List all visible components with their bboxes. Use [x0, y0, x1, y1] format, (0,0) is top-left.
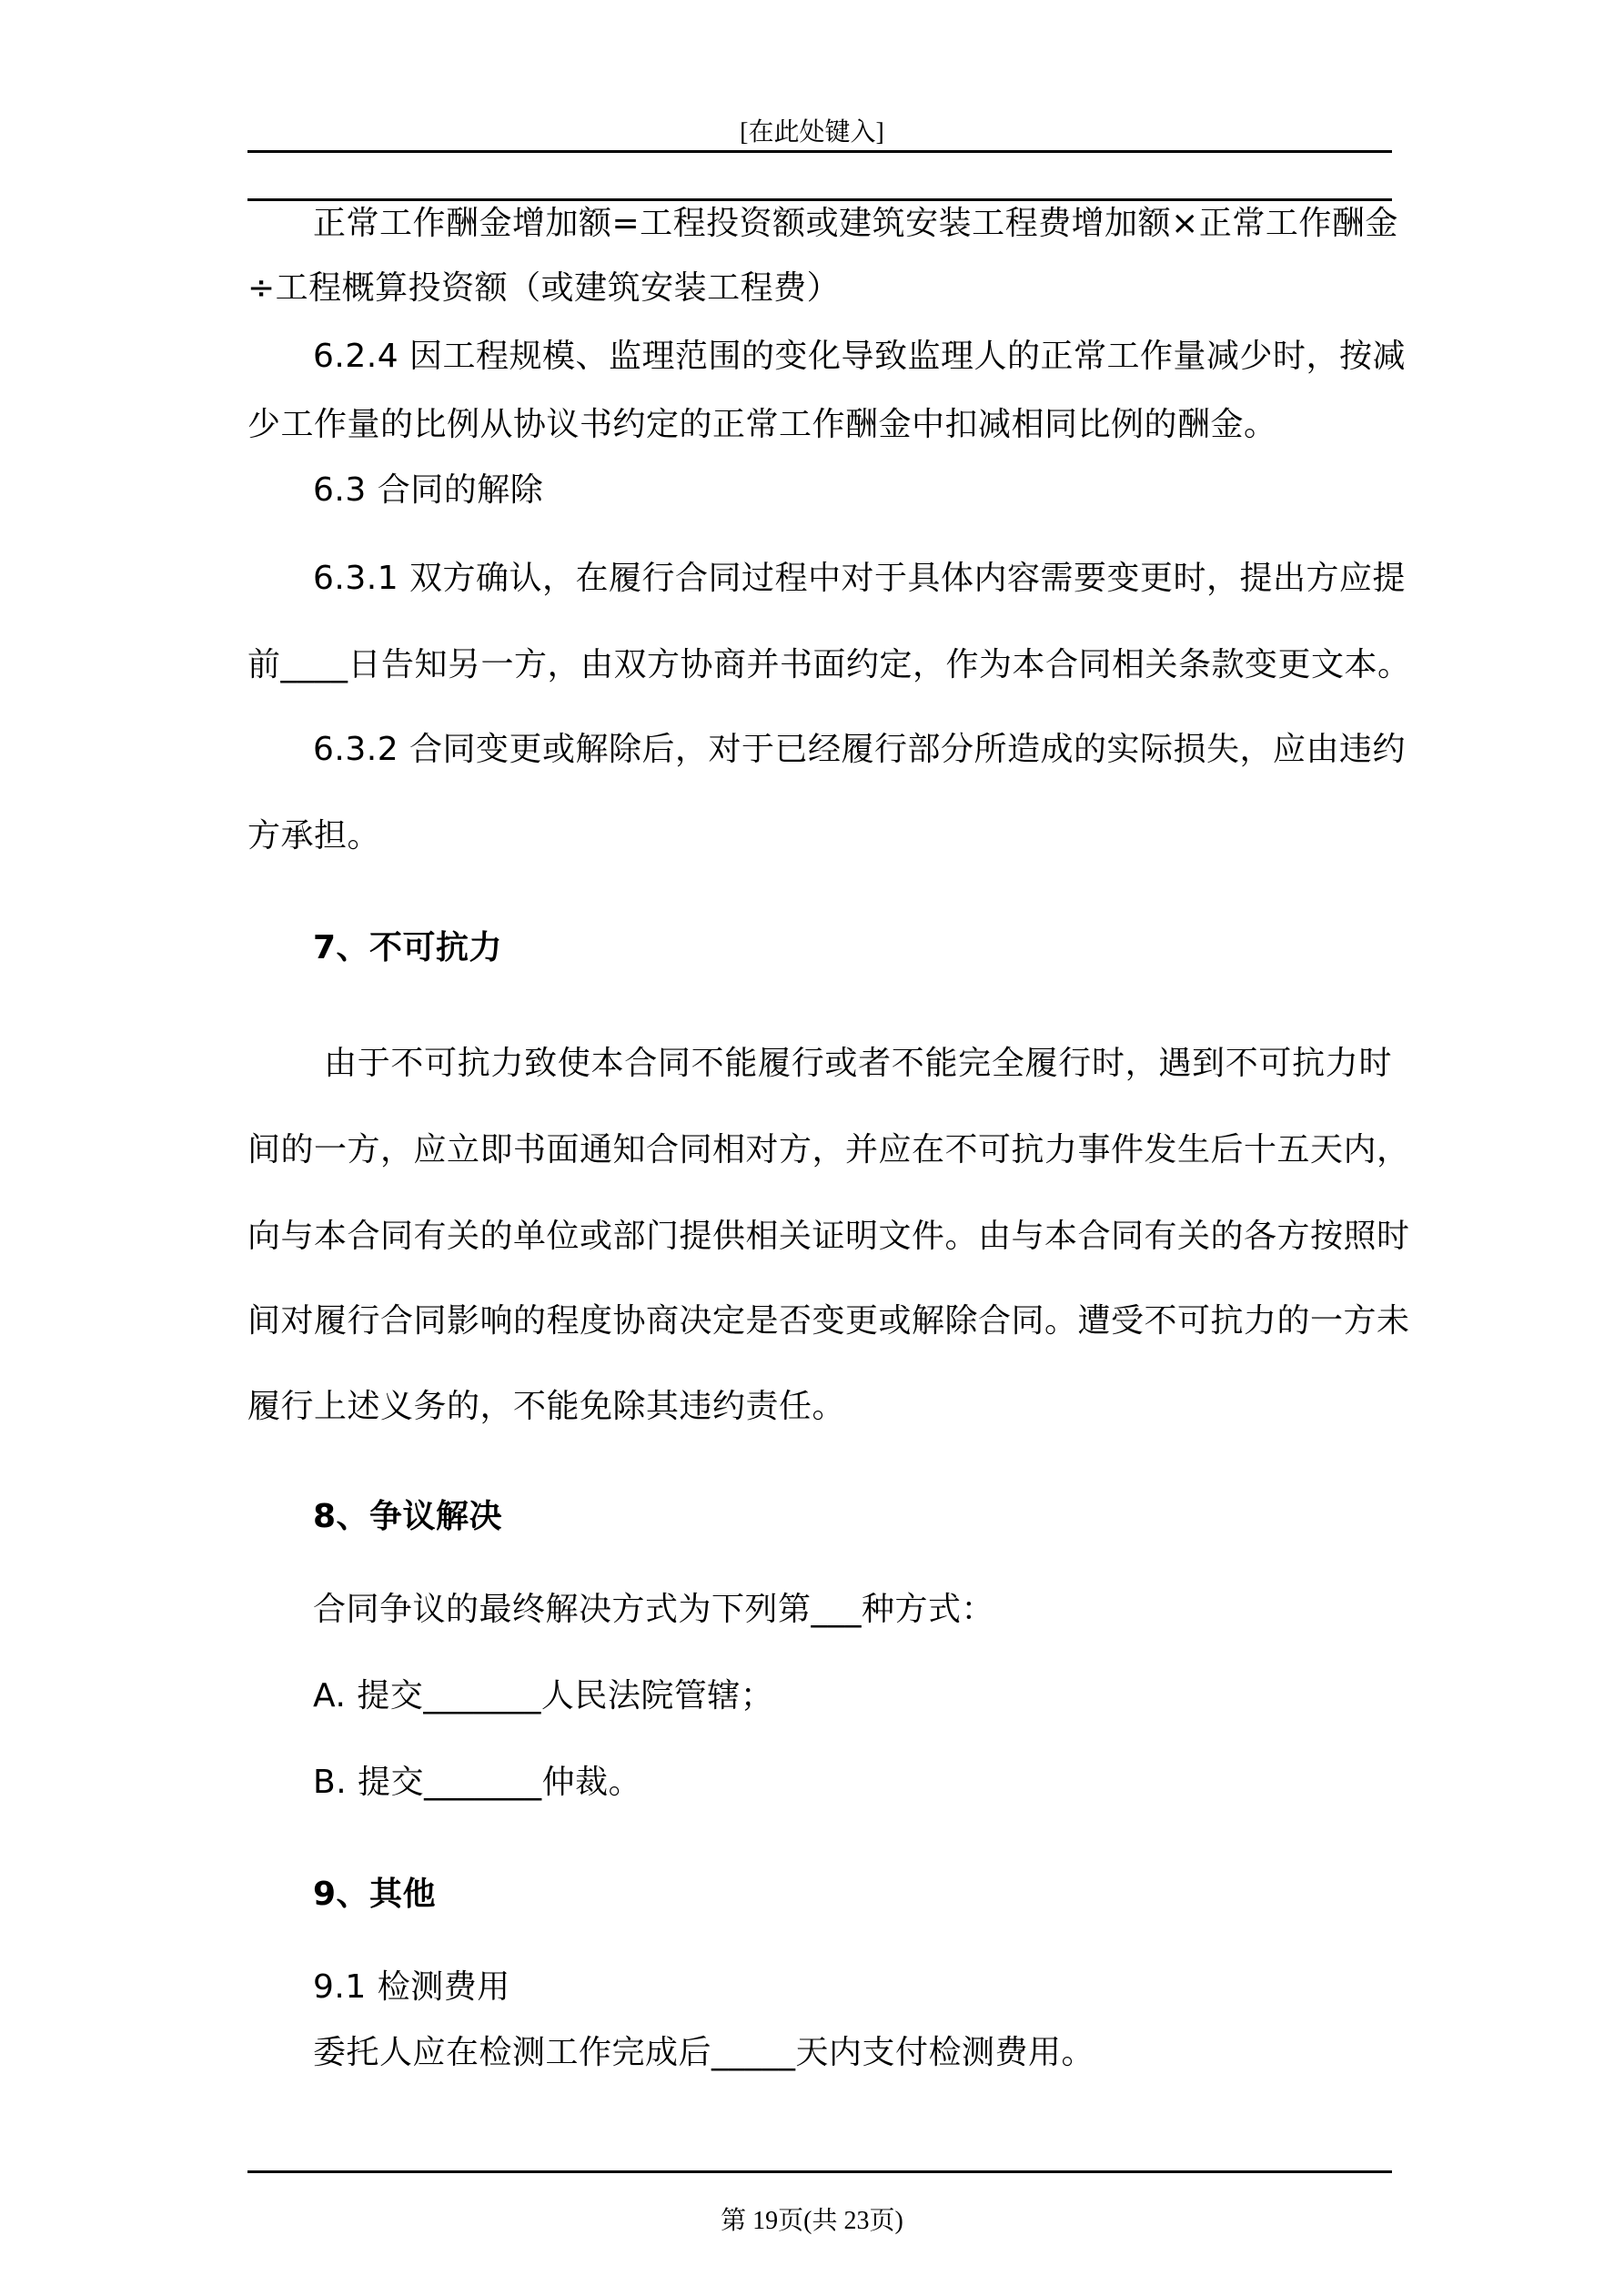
paragraph-line: 正常工作酬金增加额=工程投资额或建筑安装工程费增加额×正常工作酬金	[313, 205, 1398, 242]
paragraph-line: 方承担。	[247, 817, 381, 855]
paragraph-line: 履行上述义务的，不能免除其违约责任。	[247, 1388, 846, 1425]
paragraph-line: 间对履行合同影响的程度协商决定是否变更或解除合同。遭受不可抗力的一方未	[247, 1302, 1410, 1340]
option-b: B. 提交_______仲裁。	[313, 1764, 642, 1801]
dispute-intro: 合同争议的最终解决方式为下列第___种方式：	[313, 1591, 995, 1628]
clause-6-2-4-line: 6.2.4 因工程规模、监理范围的变化导致监理人的正常工作量减少时，按减	[313, 338, 1407, 375]
section-8-heading: 8、争议解决	[313, 1498, 503, 1535]
paragraph-line: ÷工程概算投资额（或建筑安装工程费）	[247, 269, 841, 307]
paragraph-line: 前____日告知另一方，由双方协商并书面约定，作为本合同相关条款变更文本。	[247, 646, 1411, 683]
page-header: [在此处键入]	[740, 118, 884, 147]
payment-clause: 委托人应在检测工作完成后_____天内支付检测费用。	[313, 2034, 1095, 2071]
section-7-heading: 7、不可抗力	[313, 929, 503, 966]
footer-rule	[247, 2170, 1392, 2173]
paragraph-line: 少工作量的比例从协议书约定的正常工作酬金中扣减相同比例的酬金。	[247, 406, 1277, 443]
paragraph-line: 向与本合同有关的单位或部门提供相关证明文件。由与本合同有关的各方按照时	[247, 1218, 1410, 1255]
paragraph-line: 间的一方，应立即书面通知合同相对方，并应在不可抗力事件发生后十五天内，	[247, 1131, 1410, 1168]
header-rule	[247, 150, 1392, 153]
page-number: 第 19页(共 23页)	[721, 2207, 903, 2235]
paragraph-line: 由于不可抗力致使本合同不能履行或者不能完全履行时，遇到不可抗力时	[324, 1045, 1392, 1082]
section-9-1-title: 9.1 检测费用	[313, 1968, 510, 2006]
clause-6-3-1-line: 6.3.1 双方确认，在履行合同过程中对于具体内容需要变更时，提出方应提	[313, 560, 1407, 597]
section-6-3-title: 6.3 合同的解除	[313, 471, 544, 509]
section-9-heading: 9、其他	[313, 1876, 437, 1913]
option-a: A. 提交_______人民法院管辖；	[313, 1677, 774, 1714]
body-top-rule	[247, 198, 1392, 201]
clause-6-3-2-line: 6.3.2 合同变更或解除后，对于已经履行部分所造成的实际损失，应由违约	[313, 731, 1407, 768]
